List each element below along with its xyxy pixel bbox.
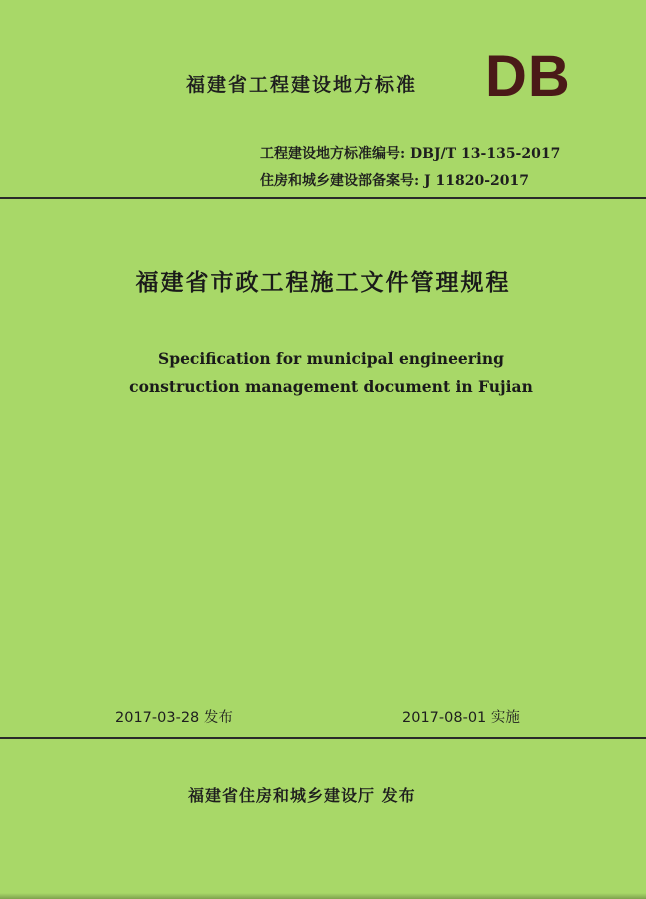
publisher: 福建省住房和城乡建设厅 发布 [188, 786, 416, 805]
issue-date: 2017-03-28 发布 [115, 710, 233, 726]
document-title-en-line1: Specification for municipal engineering [158, 349, 504, 368]
document-title-en-line2: construction management document in Fujian [129, 377, 533, 396]
effective-date: 2017-08-01 实施 [402, 710, 520, 726]
scan-edge-shadow [0, 893, 646, 899]
bottom-divider [0, 737, 646, 739]
top-divider [0, 197, 646, 199]
standard-category-label: 福建省工程建设地方标准 [186, 74, 418, 96]
record-number: 住房和城乡建设部备案号: J 11820-2017 [260, 173, 530, 189]
standard-number: 工程建设地方标准编号: DBJ/T 13-135-2017 [260, 146, 561, 162]
document-title-cn: 福建省市政工程施工文件管理规程 [135, 270, 511, 296]
db-mark: DB [485, 44, 571, 109]
